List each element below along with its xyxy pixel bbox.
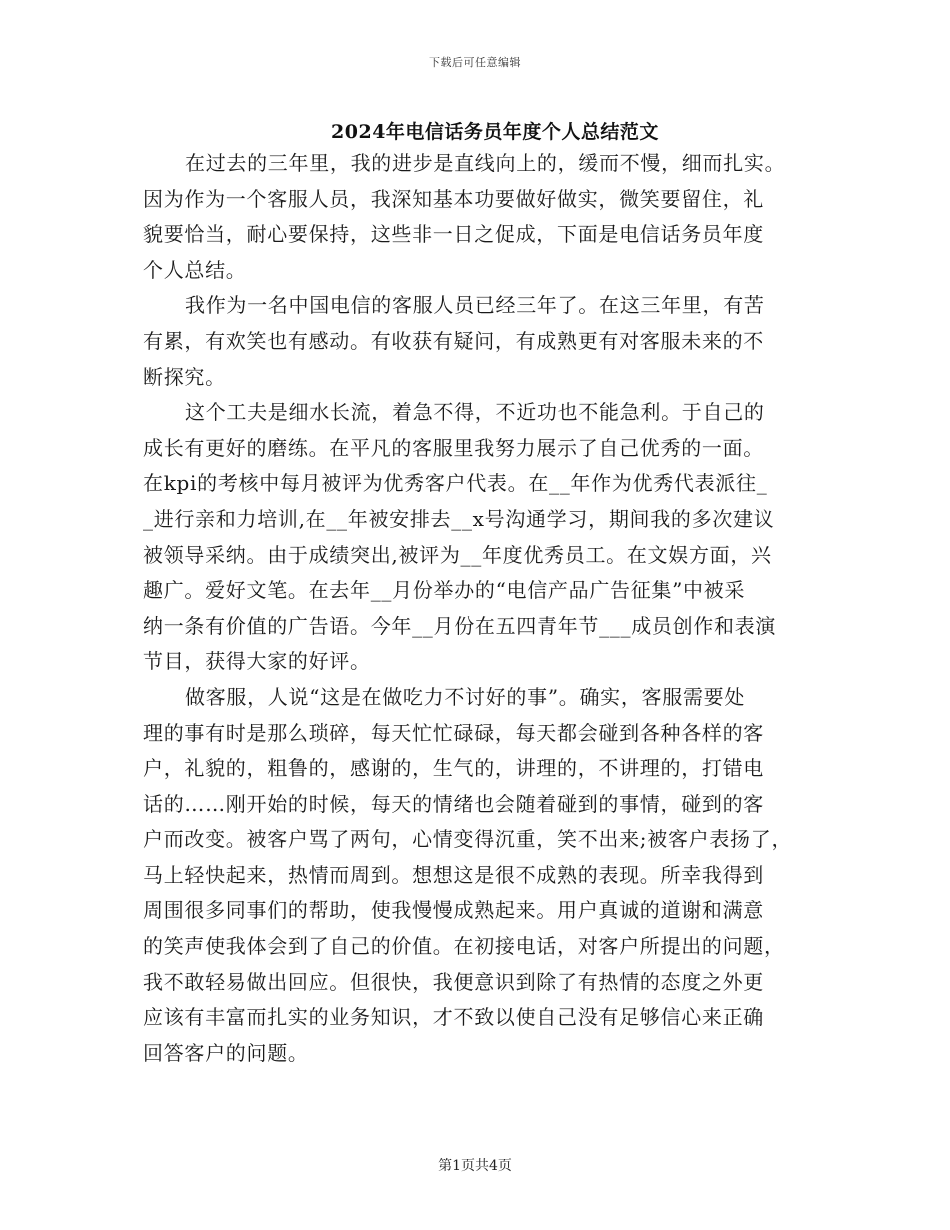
document-title: 2024年电信话务员年度个人总结范文 — [331, 121, 659, 143]
paragraph-line: 这个工夫是细水长流，着急不得，不近功也不能急利。于自己的 — [185, 400, 765, 425]
paragraph-line: 理的事有时是那么琐碎，每天忙忙碌碌，每天都会碰到各种各样的客 — [143, 720, 764, 745]
paragraph-line: 应该有丰富而扎实的业务知识，才不致以使自己没有足够信心来正确 — [143, 1005, 764, 1030]
paragraph-line: 户，礼貌的，粗鲁的，感谢的，生气的，讲理的，不讲理的，打错电 — [143, 756, 764, 781]
paragraph-line: 我不敢轻易做出回应。但很快，我便意识到除了有热情的态度之外更 — [143, 969, 764, 994]
paragraph-line: 周围很多同事们的帮助，使我慢慢成熟起来。用户真诚的道谢和满意 — [143, 898, 764, 923]
paragraph-line: 貌要恰当，耐心要保持，这些非一日之促成，下面是电信话务员年度 — [143, 222, 764, 247]
paragraph-line: _进行亲和力培训,在__年被安排去__x号沟通学习，期间我的多次建议 — [143, 506, 775, 531]
paragraph-line: 做客服，人说“这是在做吃力不讨好的事”。确实，客服需要处 — [185, 684, 746, 709]
paragraph-line: 话的……刚开始的时候，每天的情绪也会随着碰到的事情，碰到的客 — [143, 791, 764, 816]
paragraph-line: 回答客户的问题。 — [143, 1040, 309, 1065]
paragraph-line: 因为作为一个客服人员，我深知基本功要做好做实，微笑要留住，礼 — [143, 186, 764, 211]
paragraph-line: 成长有更好的磨练。在平凡的客服里我努力展示了自己优秀的一面。 — [143, 435, 764, 460]
paragraph-line: 马上轻快起来，热情而周到。想想这是很不成熟的表现。所幸我得到 — [143, 862, 764, 887]
paragraph-line: 有累，有欢笑也有感动。有收获有疑问，有成熟更有对客服未来的不 — [143, 328, 764, 353]
page-number: 第1页共4页 — [438, 1158, 512, 1174]
document-body — [143, 146, 815, 1071]
paragraph-line: 断探究。 — [143, 364, 226, 389]
paragraph-line: 个人总结。 — [143, 257, 247, 282]
paragraph-line: 的笑声使我体会到了自己的价值。在初接电话，对客户所提出的问题， — [143, 934, 785, 959]
paragraph-line: 纳一条有价值的广告语。今年__月份在五四青年节___成员创作和表演 — [143, 613, 777, 638]
paragraph-line: 在kpi的考核中每月被评为优秀客户代表。在__年作为优秀代表派往_ — [143, 471, 768, 496]
page-header-note: 下载后可任意编辑 — [429, 56, 521, 69]
paragraph-line: 户而改变。被客户骂了两句，心情变得沉重，笑不出来;被客户表扬了， — [143, 827, 793, 852]
paragraph-line: 我作为一名中国电信的客服人员已经三年了。在这三年里，有苦 — [185, 293, 765, 318]
paragraph-line: 被领导采纳。由于成绩突出,被评为__年度优秀员工。在文娱方面，兴 — [143, 542, 772, 567]
paragraph-line: 在过去的三年里，我的进步是直线向上的，缓而不慢，细而扎实。 — [185, 151, 786, 175]
paragraph-line: 趣广。爱好文笔。在去年__月份举办的“电信产品广告征集”中被采 — [143, 578, 746, 603]
paragraph-line: 节目，获得大家的好评。 — [143, 649, 371, 674]
